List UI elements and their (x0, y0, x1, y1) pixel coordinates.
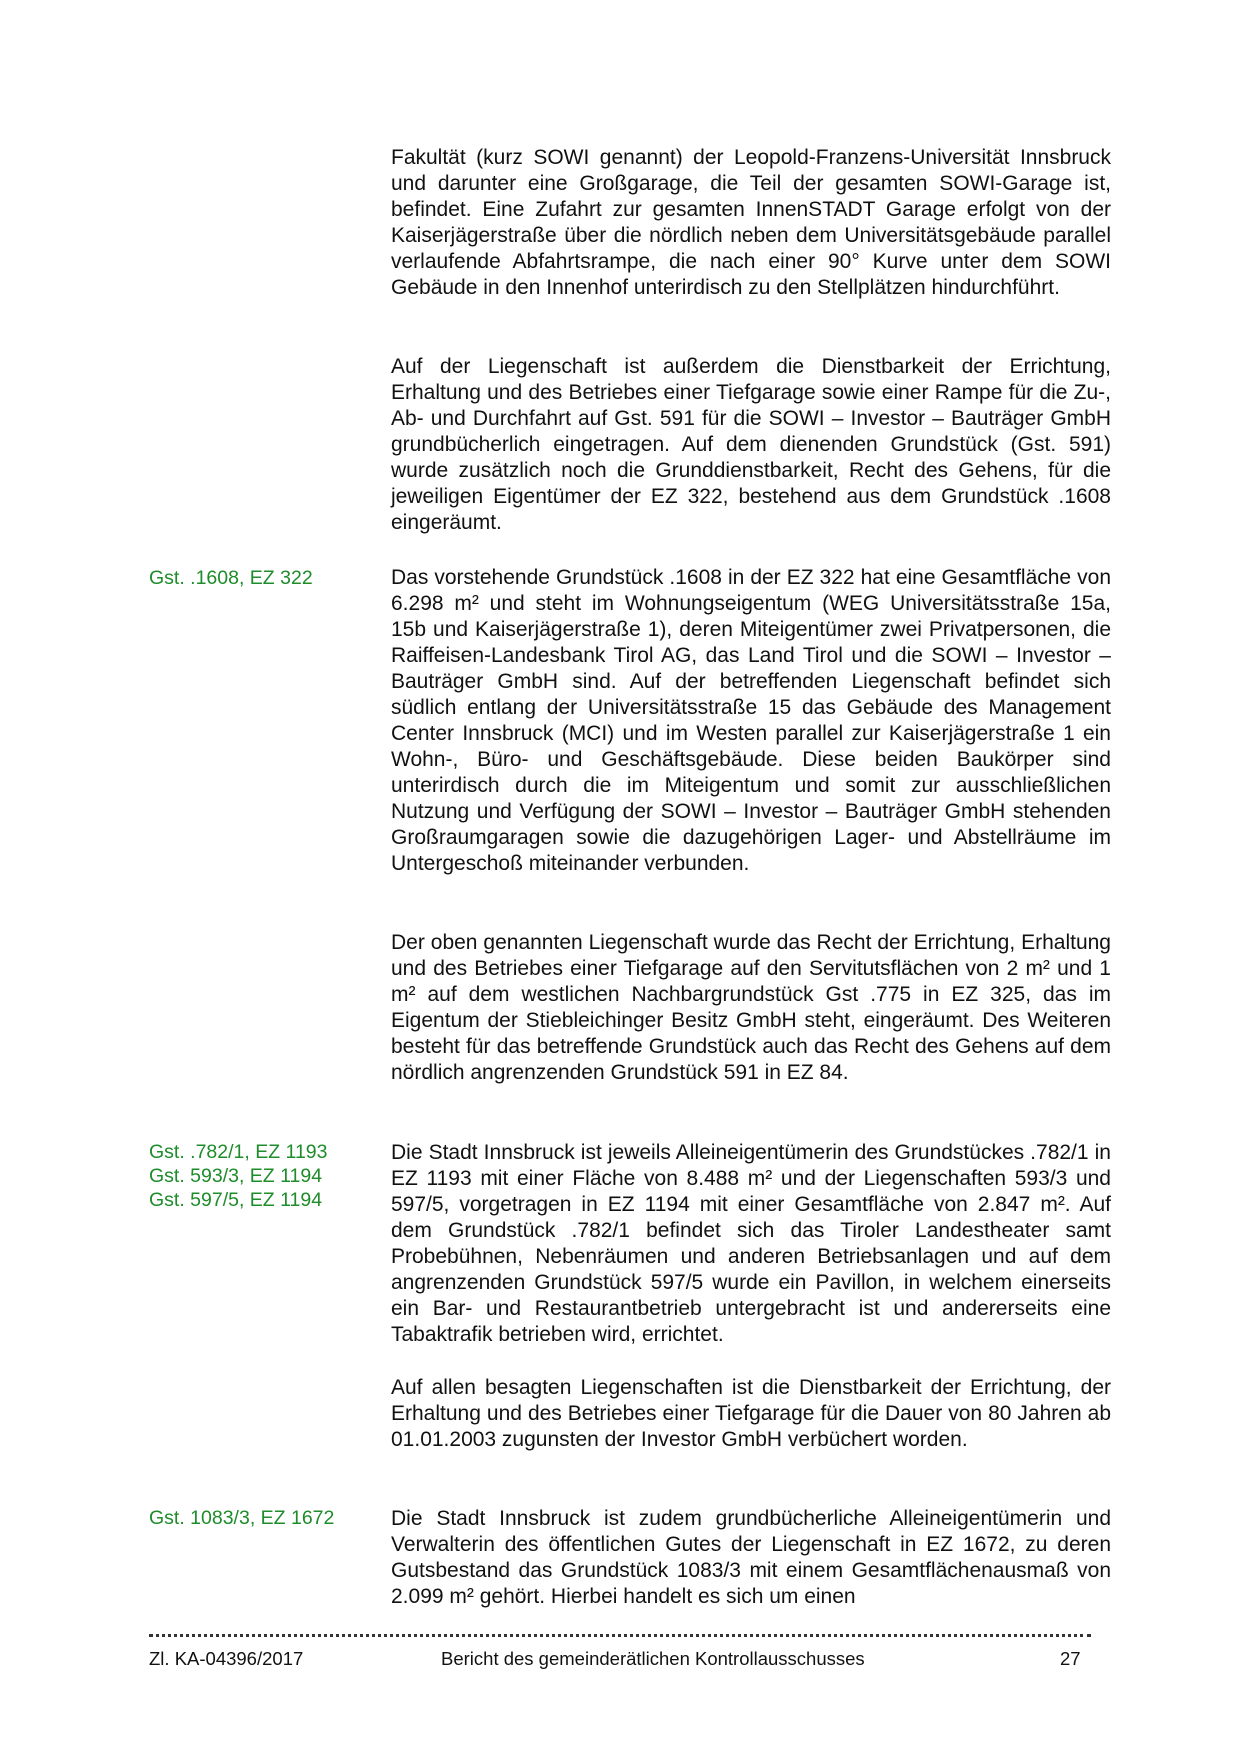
sidenote-line: Gst. 593/3, EZ 1194 (149, 1165, 323, 1187)
sidenote-gst-782 (149, 1140, 369, 1212)
paragraph-sowi-faculty: Fakultät (kurz SOWI genannt) der Leopold-Franzens-Universität Innsbruck und darunter eine Großgarage, die Teil der gesamten SOWI-Garage ist, befindet. Eine Zufahrt zur gesamten InnenSTADT Garage erfolgt von der Kaiserjägerstraße über die nördlich neben dem Universitätsgebäude parallel verlaufende Abfahrtsrampe, die nach einer 90° Kurve unter dem SOWI Gebäude in den Innenhof unterirdisch zu den Stellplätzen hindurchführt. (391, 146, 1111, 299)
sidenote-line: Gst. 1083/3, EZ 1672 (149, 1507, 335, 1529)
paragraph-easement-ramp: Auf der Liegenschaft ist außerdem die Dienstbarkeit der Errichtung, Erhaltung und des Betriebes einer Tiefgarage sowie einer Rampe für die Zu-, Ab- und Durchfahrt auf Gst. 591 für die SOWI – Investor – Bauträger GmbH grundbücherlich eingetragen. Auf dem dienenden Grundstück (Gst. 591) wurde zusätzlich noch die Grunddienstbarkeit, Recht des Gehens, für die jeweiligen Eigentümer der EZ 322, bestehend aus dem Grundstück .1608 eingeräumt. (391, 355, 1111, 534)
paragraph-landestheater: Die Stadt Innsbruck ist jeweils Alleineigentümerin des Grundstückes .782/1 in EZ 1193 mit einer Fläche von 8.488 m² und der Liegenschaften 593/3 und 597/5, vorgetragen in EZ 1194 mit einer Gesamtfläche von 2.847 m². Auf dem Grundstück .782/1 befindet sich das Tiroler Landestheater samt Probebühnen, Nebenräumen und anderen Betriebsanlagen und auf dem angrenzenden Grundstück 597/5 wurde ein Pavillon, in welchem einerseits ein Bar- und Restaurantbetrieb untergebracht ist und andererseits eine Tabaktrafik betrieben wird, errichtet. (391, 1141, 1111, 1346)
sidenote-line: Gst. .782/1, EZ 1193 (149, 1141, 328, 1163)
footer-report-title: Bericht des gemeinderätlichen Kontrollausschusses (441, 1648, 865, 1669)
paragraph-public-property: Die Stadt Innsbruck ist zudem grundbücherliche Alleineigentümerin und Verwalterin des öffentlichen Gutes der Liegenschaft in EZ 1672, zu deren Gutsbestand das Grundstück 1083/3 mit einem Gesamtflächenausmaß von 2.099 m² gehört. Hierbei handelt es sich um einen (391, 1507, 1111, 1608)
paragraph-tiefgarage-easement: Auf allen besagten Liegenschaften ist die Dienstbarkeit der Errichtung, der Erhaltung und des Betriebes einer Tiefgarage für die Dauer von 80 Jahren ab 01.01.2003 zugunsten der Investor GmbH verbüchert worden. (391, 1376, 1111, 1451)
footer-dotted-rule (149, 1628, 1091, 1637)
sidenote-gst-1608 (149, 566, 369, 590)
sidenote-gst-1083 (149, 1506, 369, 1530)
footer-reference: Zl. KA-04396/2017 (149, 1648, 304, 1669)
sidenote-line: Gst. .1608, EZ 322 (149, 567, 313, 589)
sidenote-line: Gst. 597/5, EZ 1194 (149, 1189, 323, 1211)
paragraph-servitude-areas: Der oben genannten Liegenschaft wurde das Recht der Errichtung, Erhaltung und des Betriebes einer Tiefgarage auf den Servitutsflächen von 2 m² und 1 m² auf dem westlichen Nachbargrundstück Gst .775 in EZ 325, das im Eigentum der Stiebleichinger Besitz GmbH steht, eingeräumt. Des Weiteren besteht für das betreffende Grundstück auch das Recht des Gehens auf dem nördlich angrenzenden Grundstück 591 in EZ 84. (391, 931, 1111, 1084)
paragraph-gst-1608: Das vorstehende Grundstück .1608 in der EZ 322 hat eine Gesamtfläche von 6.298 m² und steht im Wohnungseigentum (WEG Universitätsstraße 15a, 15b und Kaiserjägerstraße 1), deren Miteigentümer zwei Privatpersonen, die Raiffeisen-Landesbank Tirol AG, das Land Tirol und die SOWI – Investor – Bauträger GmbH sind. Auf der betreffenden Liegenschaft befindet sich südlich entlang der Universitätsstraße 15 das Gebäude des Management Center Innsbruck (MCI) und im Westen parallel zur Kaiserjägerstraße 1 ein Wohn-, Büro- und Geschäftsgebäude. Diese beiden Baukörper sind unterirdisch durch die im Miteigentum und somit zur ausschließlichen Nutzung und Verfügung der SOWI – Investor – Bauträger GmbH stehenden Großraumgaragen sowie die dazugehörigen Lager- und Abstellräume im Untergeschoß miteinander verbunden. (391, 566, 1111, 875)
page-number: 27 (1060, 1648, 1081, 1669)
